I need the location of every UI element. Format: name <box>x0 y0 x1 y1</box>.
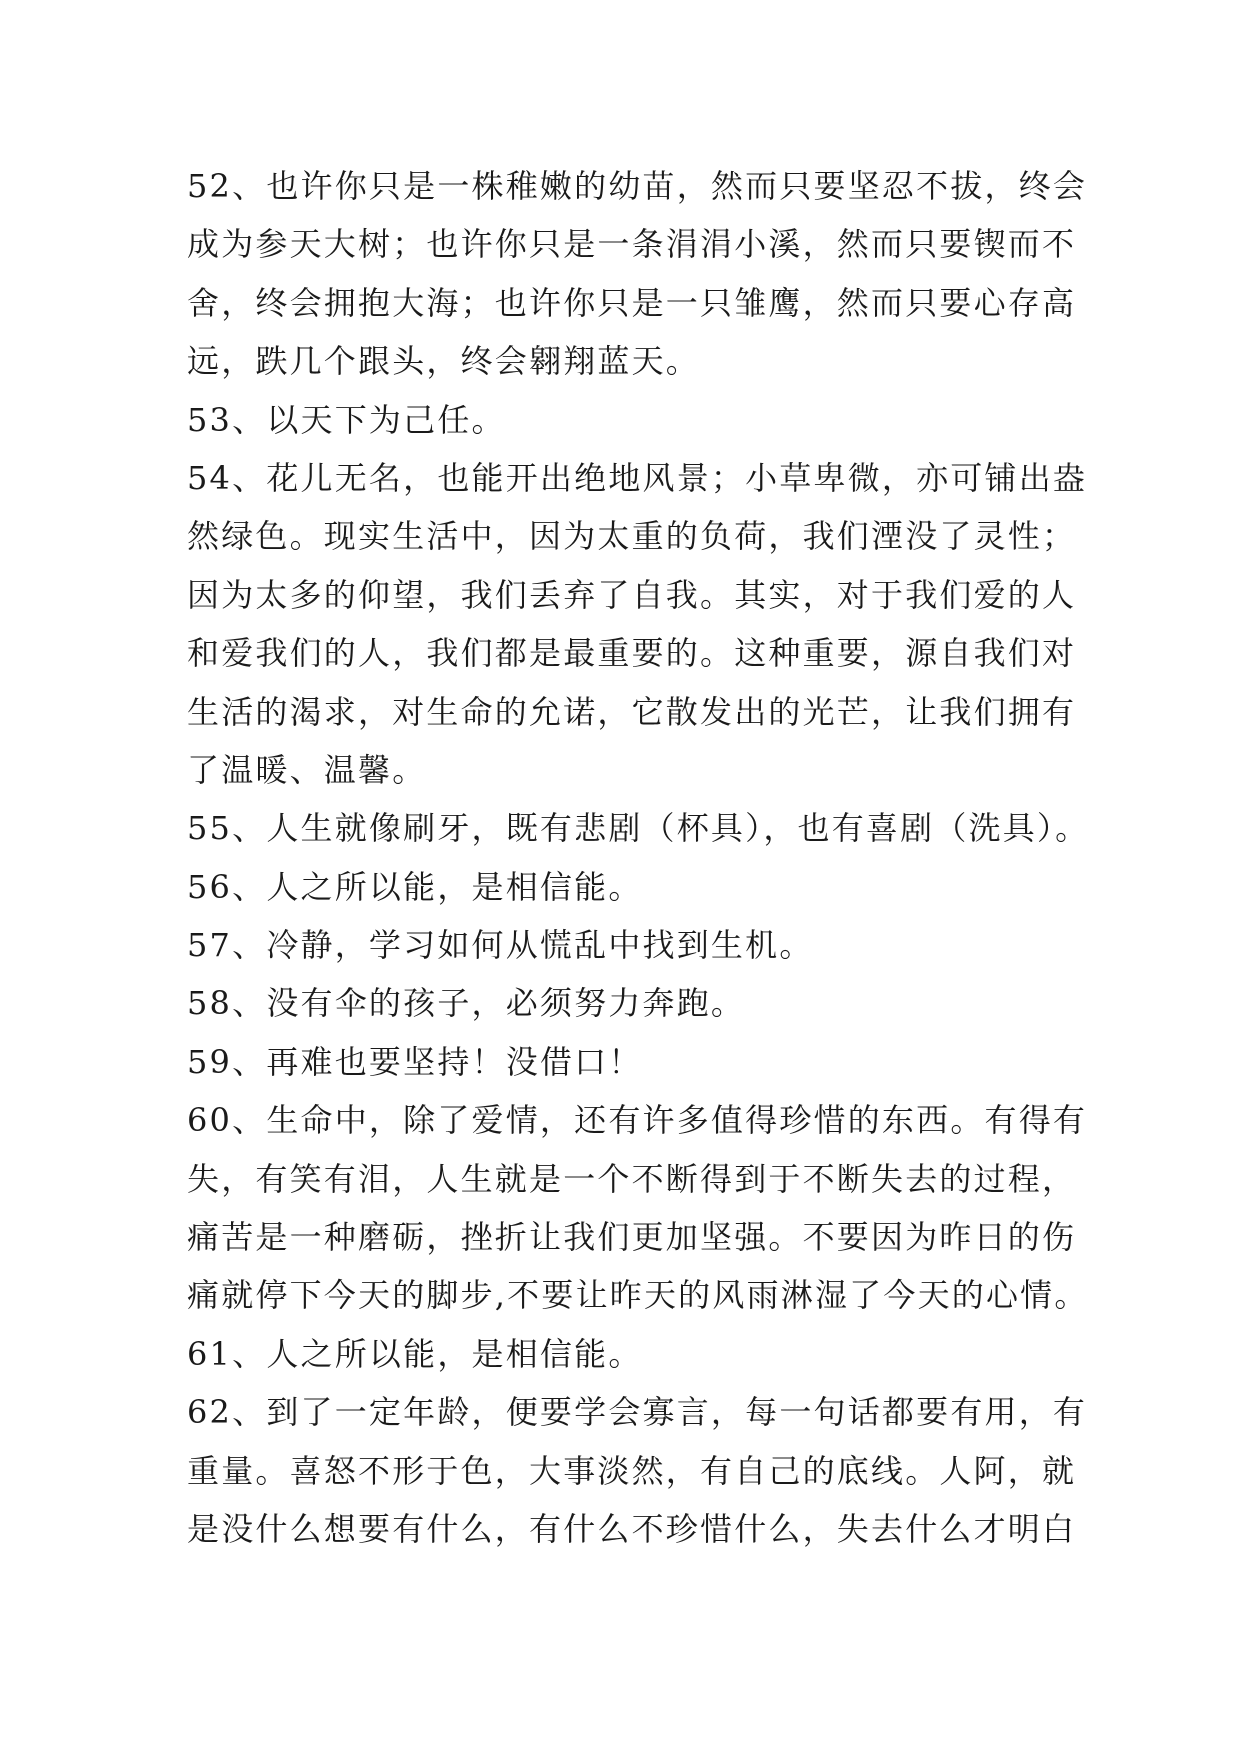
paragraph-52 <box>187 157 1088 391</box>
text-line: 失，有笑有泪，人生就是一个不断得到于不断失去的过程， <box>187 1159 1077 1198</box>
text-line: 了温暖、温馨。 <box>187 750 427 789</box>
text-line: 59、再难也要坚持！没借口！ <box>187 1042 643 1081</box>
paragraph-55 <box>187 799 1090 857</box>
text-line: 远，跌几个跟头，终会翱翔蓝天。 <box>187 342 701 381</box>
text-line: 61、人之所以能，是相信能。 <box>187 1334 643 1373</box>
paragraph-59 <box>187 1033 1067 1091</box>
text-line: 是没什么想要有什么，有什么不珍惜什么，失去什么才明白 <box>187 1509 1077 1548</box>
paragraph-58 <box>187 974 1067 1032</box>
paragraph-60 <box>187 1091 1089 1325</box>
text-line: 痛就停下今天的脚步,不要让昨天的风雨淋湿了今天的心情。 <box>187 1276 1089 1315</box>
text-line: 54、花儿无名，也能开出绝地风景；小草卑微，亦可铺出盎 <box>187 458 1088 497</box>
text-line: 55、人生就像刷牙，既有悲剧（杯具），也有喜剧（洗具）。 <box>187 809 1090 848</box>
paragraph-53 <box>187 391 1067 449</box>
paragraph-56 <box>187 858 1067 916</box>
text-line: 53、以天下为己任。 <box>187 400 506 439</box>
text-line: 62、到了一定年龄，便要学会寡言，每一句话都要有用，有 <box>187 1393 1088 1432</box>
paragraph-62 <box>187 1383 1088 1558</box>
text-line: 60、生命中，除了爱情，还有许多值得珍惜的东西。有得有 <box>187 1101 1088 1140</box>
text-line: 和爱我们的人，我们都是最重要的。这种重要，源自我们对 <box>187 634 1077 673</box>
text-line: 舍，终会拥抱大海；也许你只是一只雏鹰，然而只要心存高 <box>187 283 1077 322</box>
document-body <box>187 157 1090 1558</box>
paragraph-61 <box>187 1325 1067 1383</box>
text-line: 57、冷静，学习如何从慌乱中找到生机。 <box>187 926 814 965</box>
text-line: 56、人之所以能，是相信能。 <box>187 867 643 906</box>
text-line: 52、也许你只是一株稚嫩的幼苗，然而只要坚忍不拔，终会 <box>187 167 1088 205</box>
paragraph-54 <box>187 449 1088 799</box>
text-line: 生活的渴求，对生命的允诺，它散发出的光芒，让我们拥有 <box>187 692 1077 731</box>
text-line: 因为太多的仰望，我们丢弃了自我。其实，对于我们爱的人 <box>187 575 1077 614</box>
text-line: 重量。喜怒不形于色，大事淡然，有自己的底线。人阿，就 <box>187 1451 1077 1490</box>
text-line: 痛苦是一种磨砺，挫折让我们更加坚强。不要因为昨日的伤 <box>187 1218 1077 1257</box>
text-line: 然绿色。现实生活中，因为太重的负荷，我们湮没了灵性； <box>187 517 1077 556</box>
text-line: 成为参天大树；也许你只是一条涓涓小溪，然而只要锲而不 <box>187 225 1077 264</box>
paragraph-57 <box>187 916 1067 974</box>
text-line: 58、没有伞的孩子，必须努力奔跑。 <box>187 984 746 1023</box>
